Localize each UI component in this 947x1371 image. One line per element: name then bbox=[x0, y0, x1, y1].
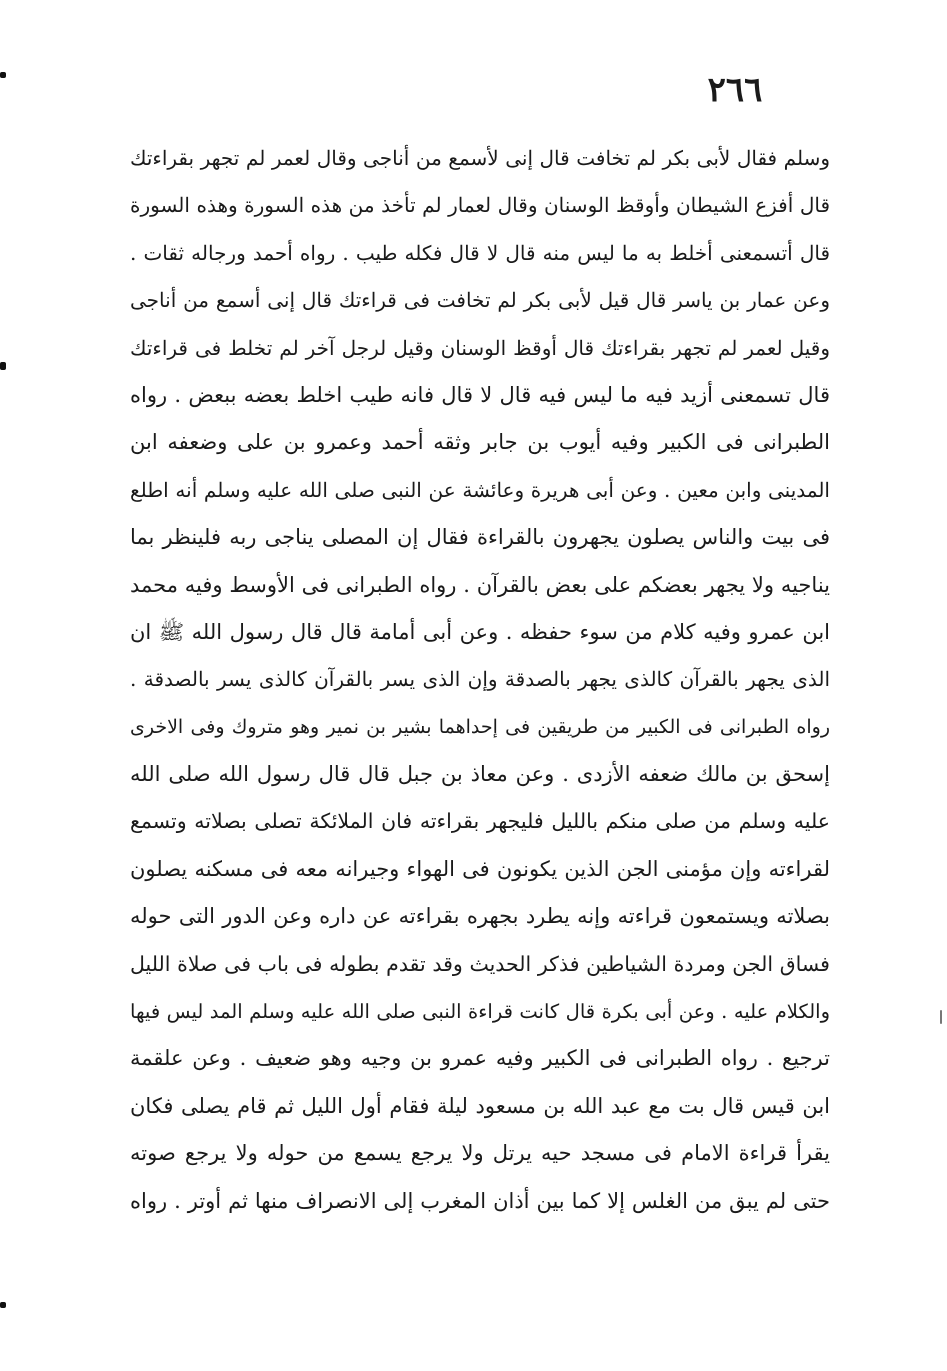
text-line: ترجيع . رواه الطبرانى فى الكبير وفيه عمرو بن وجيه وهو ضعيف . وعن علقمة bbox=[130, 1046, 830, 1071]
text-line: حتى لم يبق من الغلس إلا كما بين أذان المغرب إلى الانصراف منها ثم أوتر . رواه bbox=[130, 1188, 830, 1213]
text-line: الطبرانى فى الكبير وفيه أيوب بن جابر وثقه أحمد وعمرو بن على وضعفه ابن bbox=[130, 430, 830, 455]
text-line: وعن عمار بن ياسر قال قيل لأبى بكر لم تخافت فى قراءتك قال إنى أسمع من أناجى bbox=[130, 288, 830, 313]
text-line: بصلاته ويستمعون قراءته وإنه يطرد بجهره بقراءته عن داره وعن الدور التى حوله bbox=[130, 904, 830, 929]
body-text bbox=[130, 135, 830, 1225]
text-line: ابن عمرو وفيه كلام من سوء حفظه . وعن أبى أمامة قال قال رسول الله ﷺ ان bbox=[130, 619, 830, 644]
text-line: لقراءته وإن مؤمنى الجن الذين يكونون فى الهواء وجيرانه معه فى مسكنه يصلون bbox=[130, 856, 830, 881]
text-line: ابن قيس قال بت مع عبد الله بن مسعود ليلة فقام أول الليل ثم قام يصلى فكان bbox=[130, 1093, 830, 1118]
text-line: الذى يجهر بالقرآن كالذى يجهر بالصدقة وإن الذى يسر بالقرآن كالذى يسر بالصدقة . bbox=[130, 667, 830, 692]
text-line: يقرأ قراءة الامام فى مسجد حيه يرتل ولا يرجع يسمع من حوله ولا يرجع صوته bbox=[130, 1141, 830, 1166]
scan-edge-mark bbox=[940, 1010, 942, 1024]
text-line: وقيل لعمر لم تجهر بقراءتك قال أوقظ الوسنان وقيل لرجل آخر لم تخلط فى قراءتك bbox=[130, 335, 830, 360]
scan-edge-mark bbox=[0, 1302, 6, 1308]
page-number: ٢٦٦ bbox=[707, 70, 763, 110]
text-line: يناجيه ولا يجهر بعضكم على بعض بالقرآن . رواه الطبرانى فى الأوسط وفيه محمد bbox=[130, 572, 830, 597]
text-line: وسلم فقال لأبى بكر لم تخافت قال إنى لأسمع من أناجى وقال لعمر لم تجهر بقراءتك bbox=[130, 146, 830, 170]
scan-edge-mark bbox=[0, 362, 6, 370]
text-line: والكلام عليه . وعن أبى بكرة قال كانت قراءة النبى صلى الله عليه وسلم المد ليس فيها bbox=[130, 1000, 830, 1024]
text-line: قال تسمعنى أزيد فيه ما ليس فيه قال لا قال فانه طيب اخلط بعضه ببعض . رواه bbox=[130, 382, 830, 407]
text-line: رواه الطبرانى فى الكبير من طريقين فى إحداهما بشير بن نمير وهو متروك وفى الاخرى bbox=[130, 715, 830, 738]
text-line: عليه وسلم من صلى منكم بالليل فليجهر بقراءته فان الملائكة تصلى بصلاته وتسمع bbox=[130, 809, 830, 834]
text-line: فى بيت والناس يصلون يجهرون بالقراءة فقال إن المصلى يناجى ربه فلينظر بما bbox=[130, 525, 830, 550]
text-line: المدينى وابن معين . وعن أبى هريرة وعائشة عن النبى صلى الله عليه وسلم أنه اطلع bbox=[130, 477, 830, 502]
text-line: إسحق بن مالك ضعفه الأزدى . وعن معاذ بن جبل قال قال رسول الله صلى الله bbox=[130, 762, 830, 787]
text-line: قال أفزع الشيطان وأوقظ الوسنان وقال لعمار لم تأخذ من هذه السورة وهذه السورة bbox=[130, 193, 830, 218]
text-line: قال أتسمعنى أخلط به ما ليس منه قال لا قال فكله طيب . رواه أحمد ورجاله ثقات . bbox=[130, 240, 830, 265]
scan-edge-mark bbox=[0, 72, 6, 78]
text-line: فساق الجن ومردة الشياطين فذكر الحديث وقد تقدم بطوله فى باب فى صلاة الليل bbox=[130, 951, 830, 976]
